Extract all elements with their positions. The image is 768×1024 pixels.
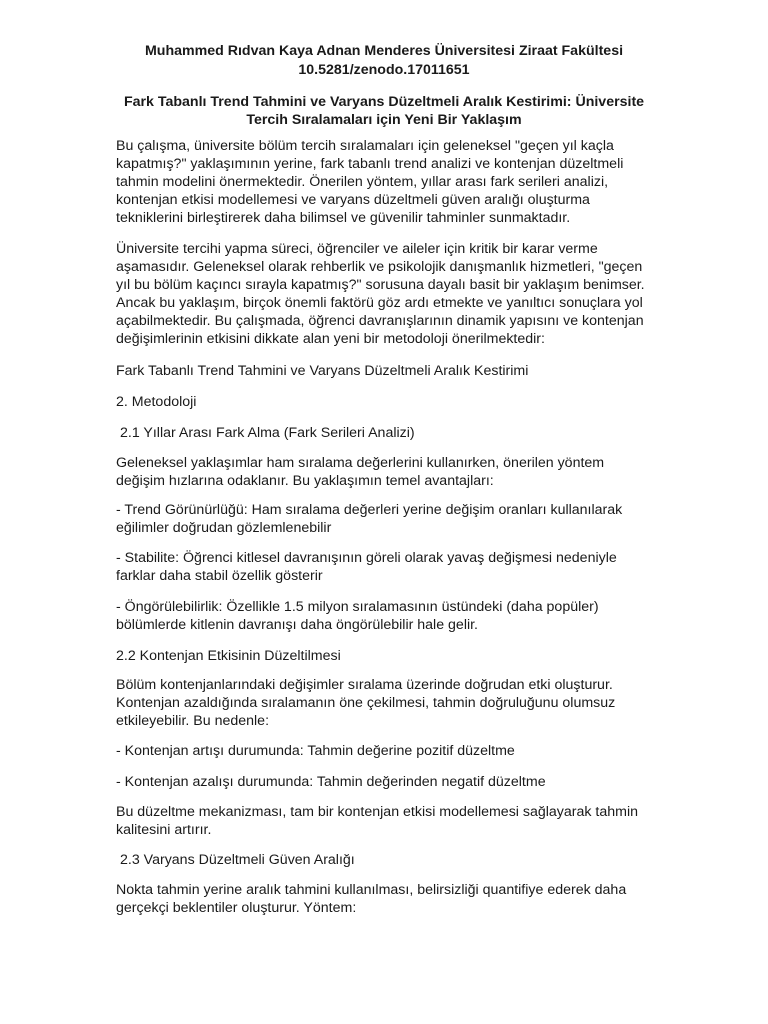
section-heading-2: 2. Metodoloji [116, 394, 197, 410]
section-heading-2-3: 2.3 Varyans Düzeltmeli Güven Aralığı [120, 852, 355, 868]
bullet-stability: - Stabilite: Öğrenci kitlesel davranışının göreli olarak yavaş değişmesi nedeniyle farklar daha stabil özellik gösterir [116, 550, 617, 584]
author-affiliation-line: Muhammed Rıdvan Kaya Adnan Menderes Üniversitesi Ziraat Fakültesi [144, 43, 624, 59]
title-line-1: Fark Tabanlı Trend Tahmini ve Varyans Düzeltmeli Aralık Kestirimi: Üniversite [123, 94, 645, 110]
paragraph-2-2: Bölüm kontenjanlarındaki değişimler sıralama üzerinde doğrudan etki oluşturur. Kontenjan azaldığında sıralamanın öne çekilmesi, tahmin doğruluğunu olumsuz etkileyebilir. Bu nedenle: [116, 677, 616, 729]
bullet-quota-increase: - Kontenjan artışı durumunda: Tahmin değerine pozitif düzeltme [116, 743, 515, 759]
title-line-2: Tercih Sıralamaları için Yeni Bir Yaklaşım [246, 112, 522, 128]
paragraph-2-1: Geleneksel yaklaşımlar ham sıralama değerlerini kullanırken, önerilen yöntem değişim hızlarına odaklanır. Bu yaklaşımın temel avantajları: [116, 455, 605, 489]
paragraph-2-3: Nokta tahmin yerine aralık tahmini kullanılması, belirsizliği quantifiye ederek daha gerçekçi beklentiler oluşturur. Yöntem: [116, 882, 627, 916]
bullet-quota-decrease: - Kontenjan azalışı durumunda: Tahmin değerinden negatif düzeltme [116, 774, 546, 790]
section-heading-2-1: 2.1 Yıllar Arası Fark Alma (Fark Serileri Analizi) [120, 425, 415, 441]
method-name-line: Fark Tabanlı Trend Tahmini ve Varyans Düzeltmeli Aralık Kestirimi [116, 363, 529, 379]
section-heading-2-2: 2.2 Kontenjan Etkisinin Düzeltilmesi [116, 648, 341, 664]
doi-line: 10.5281/zenodo.17011651 [298, 62, 470, 78]
paragraph-2-2-conclusion: Bu düzeltme mekanizması, tam bir kontenjan etkisi modellemesi sağlayarak tahmin kalitesini artırır. [116, 804, 639, 838]
context-paragraph: Üniversite tercihi yapma süreci, öğrenciler ve aileler için kritik bir karar verme aşamasıdır. Geleneksel olarak rehberlik ve psikolojik danışmanlık hizmetleri, "geçen yıl bu bölüm kaçıncı sırayla kapatmış?" sorusuna dayalı basit bir yaklaşım benimser. Ancak bu yaklaşım, birçok önemli faktörü göz ardı etmekte ve yanıltıcı sonuçlara yol açabilmektedir. Bu çalışmada, öğrenci davranışlarının dinamik yapısını ve kontenjan değişimlerinin etkisini dikkate alan yeni bir metodoloji önerilmektedir: [116, 241, 645, 347]
bullet-trend-visibility: - Trend Görünürlüğü: Ham sıralama değerleri yerine değişim oranları kullanılarak eğilimler doğrudan gözlemlenebilir [116, 502, 623, 536]
bullet-predictability: - Öngörülebilirlik: Özellikle 1.5 milyon sıralamasının üstündeki (daha popüler) bölümlerde kitlenin davranışı daha öngörülebilir hale gelir. [116, 599, 599, 633]
intro-paragraph: Bu çalışma, üniversite bölüm tercih sıralamaları için geleneksel "geçen yıl kaçla kapatmış?" yaklaşımının yerine, fark tabanlı trend analizi ve kontenjan düzeltmeli tahmin modelini önermektedir. Önerilen yöntem, yıllar arası fark serileri analizi, kontenjan etkisi modellemesi ve varyans düzeltmeli güven aralığı oluşturma tekniklerini birleştirerek daha bilimsel ve güvenilir tahminler sunmaktadır. [116, 138, 624, 226]
